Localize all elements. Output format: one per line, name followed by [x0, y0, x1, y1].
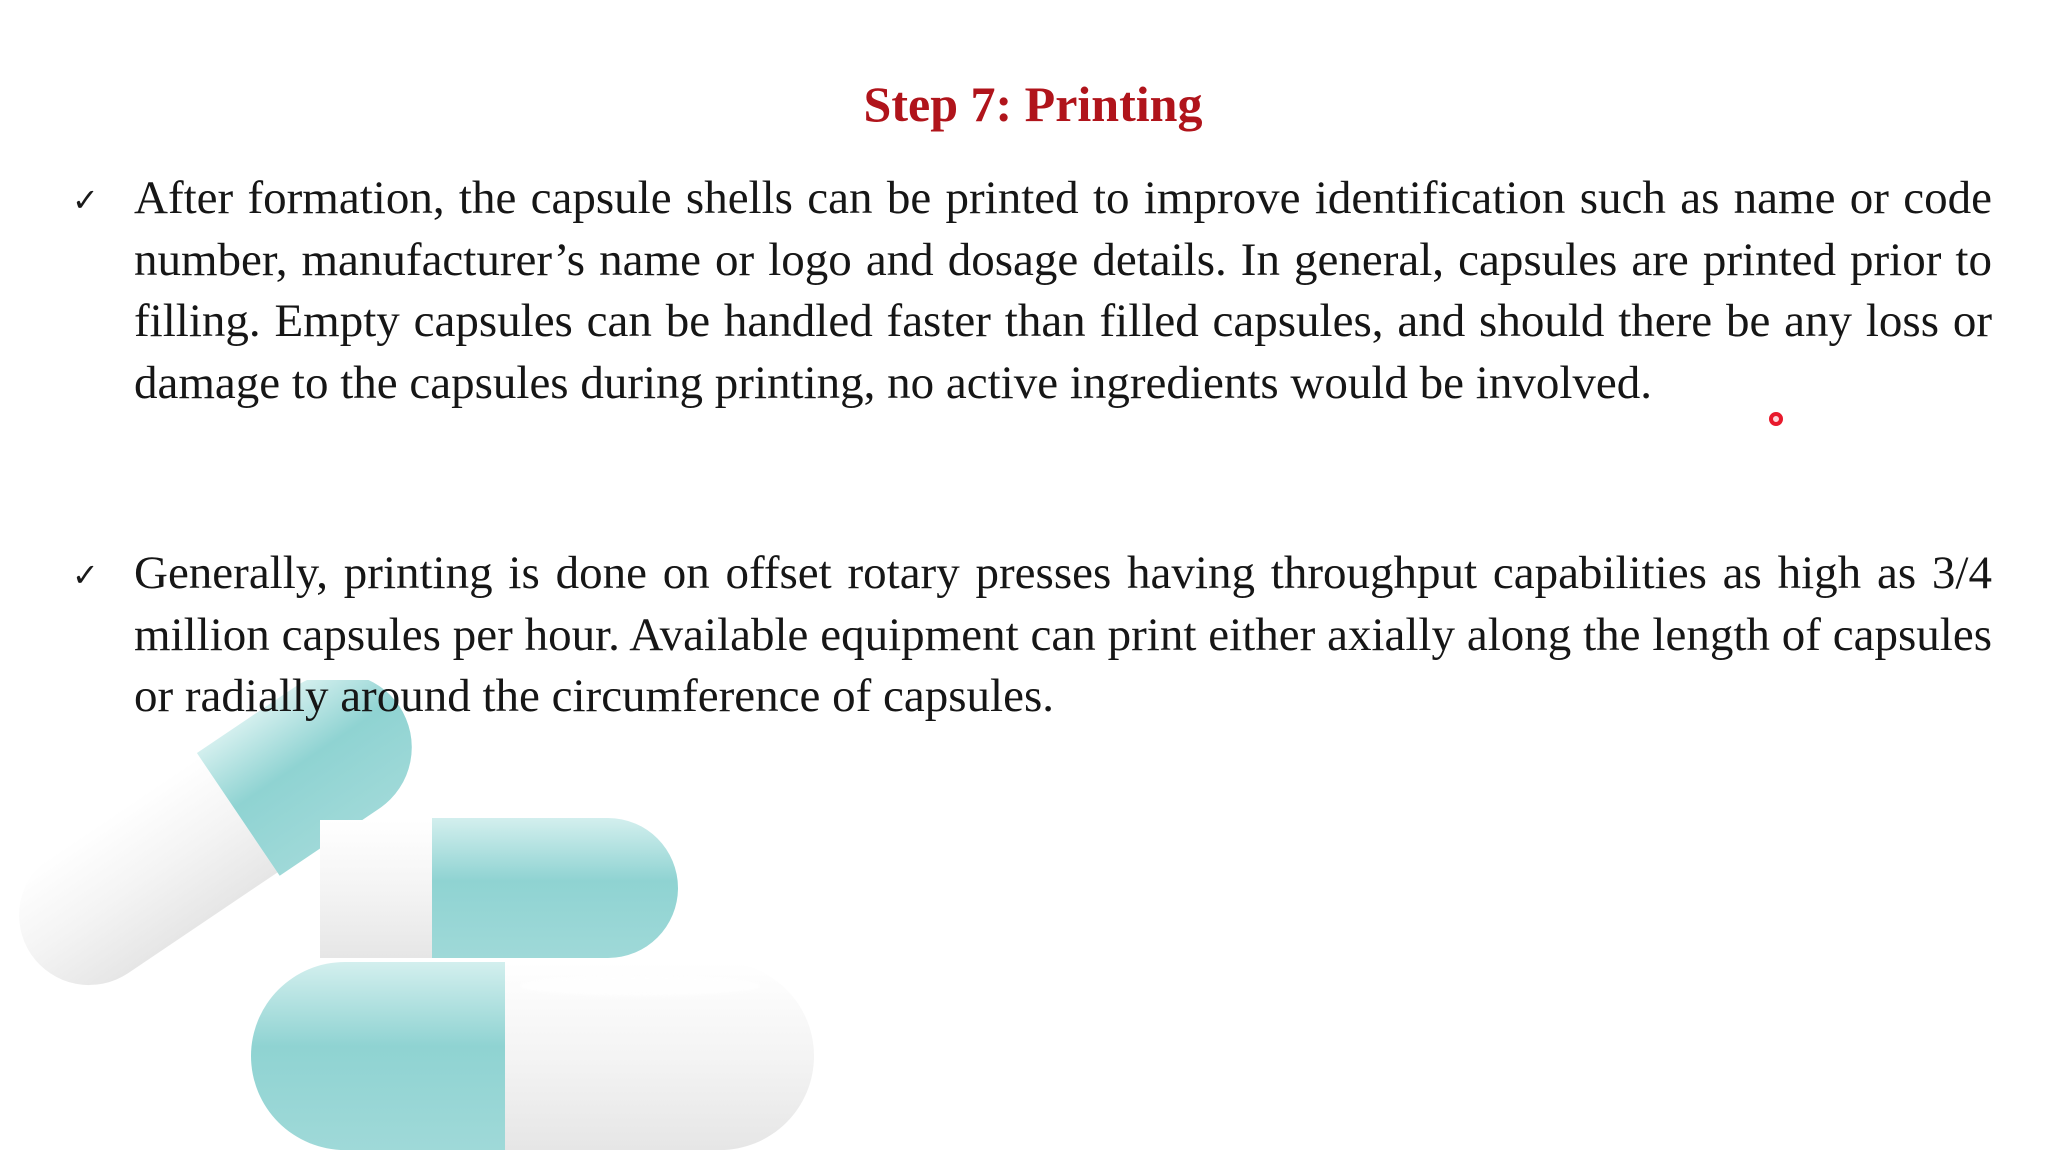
slide-title: Step 7: Printing: [863, 76, 1203, 132]
capsule-middle: [320, 818, 678, 958]
capsule-front: [251, 960, 814, 1150]
bullet-text: Generally, printing is done on offset rotary presses having throughput capabilities as high as 3/4 million capsules per hour. Available equipment can print either axially along the length of capsules or radially around the circumference of capsules.: [134, 547, 1992, 722]
checkmark-icon: ✓: [72, 181, 99, 219]
checkmark-icon: ✓: [72, 556, 99, 594]
bullet-item: [72, 543, 1992, 728]
bullet-item: [72, 168, 1992, 414]
pointer-cursor-icon: [1769, 412, 1783, 426]
bullet-text: After formation, the capsule shells can be printed to improve identification such as name or code number, manufacturer’s name or logo and dosage details. In general, capsules are printed prior to filling. Empty capsules can be handled faster than filled capsules, and should there be any loss or damage to the capsules during printing, no active ingredients would be involved.: [134, 172, 1992, 409]
capsules-illustration: [0, 680, 860, 1152]
